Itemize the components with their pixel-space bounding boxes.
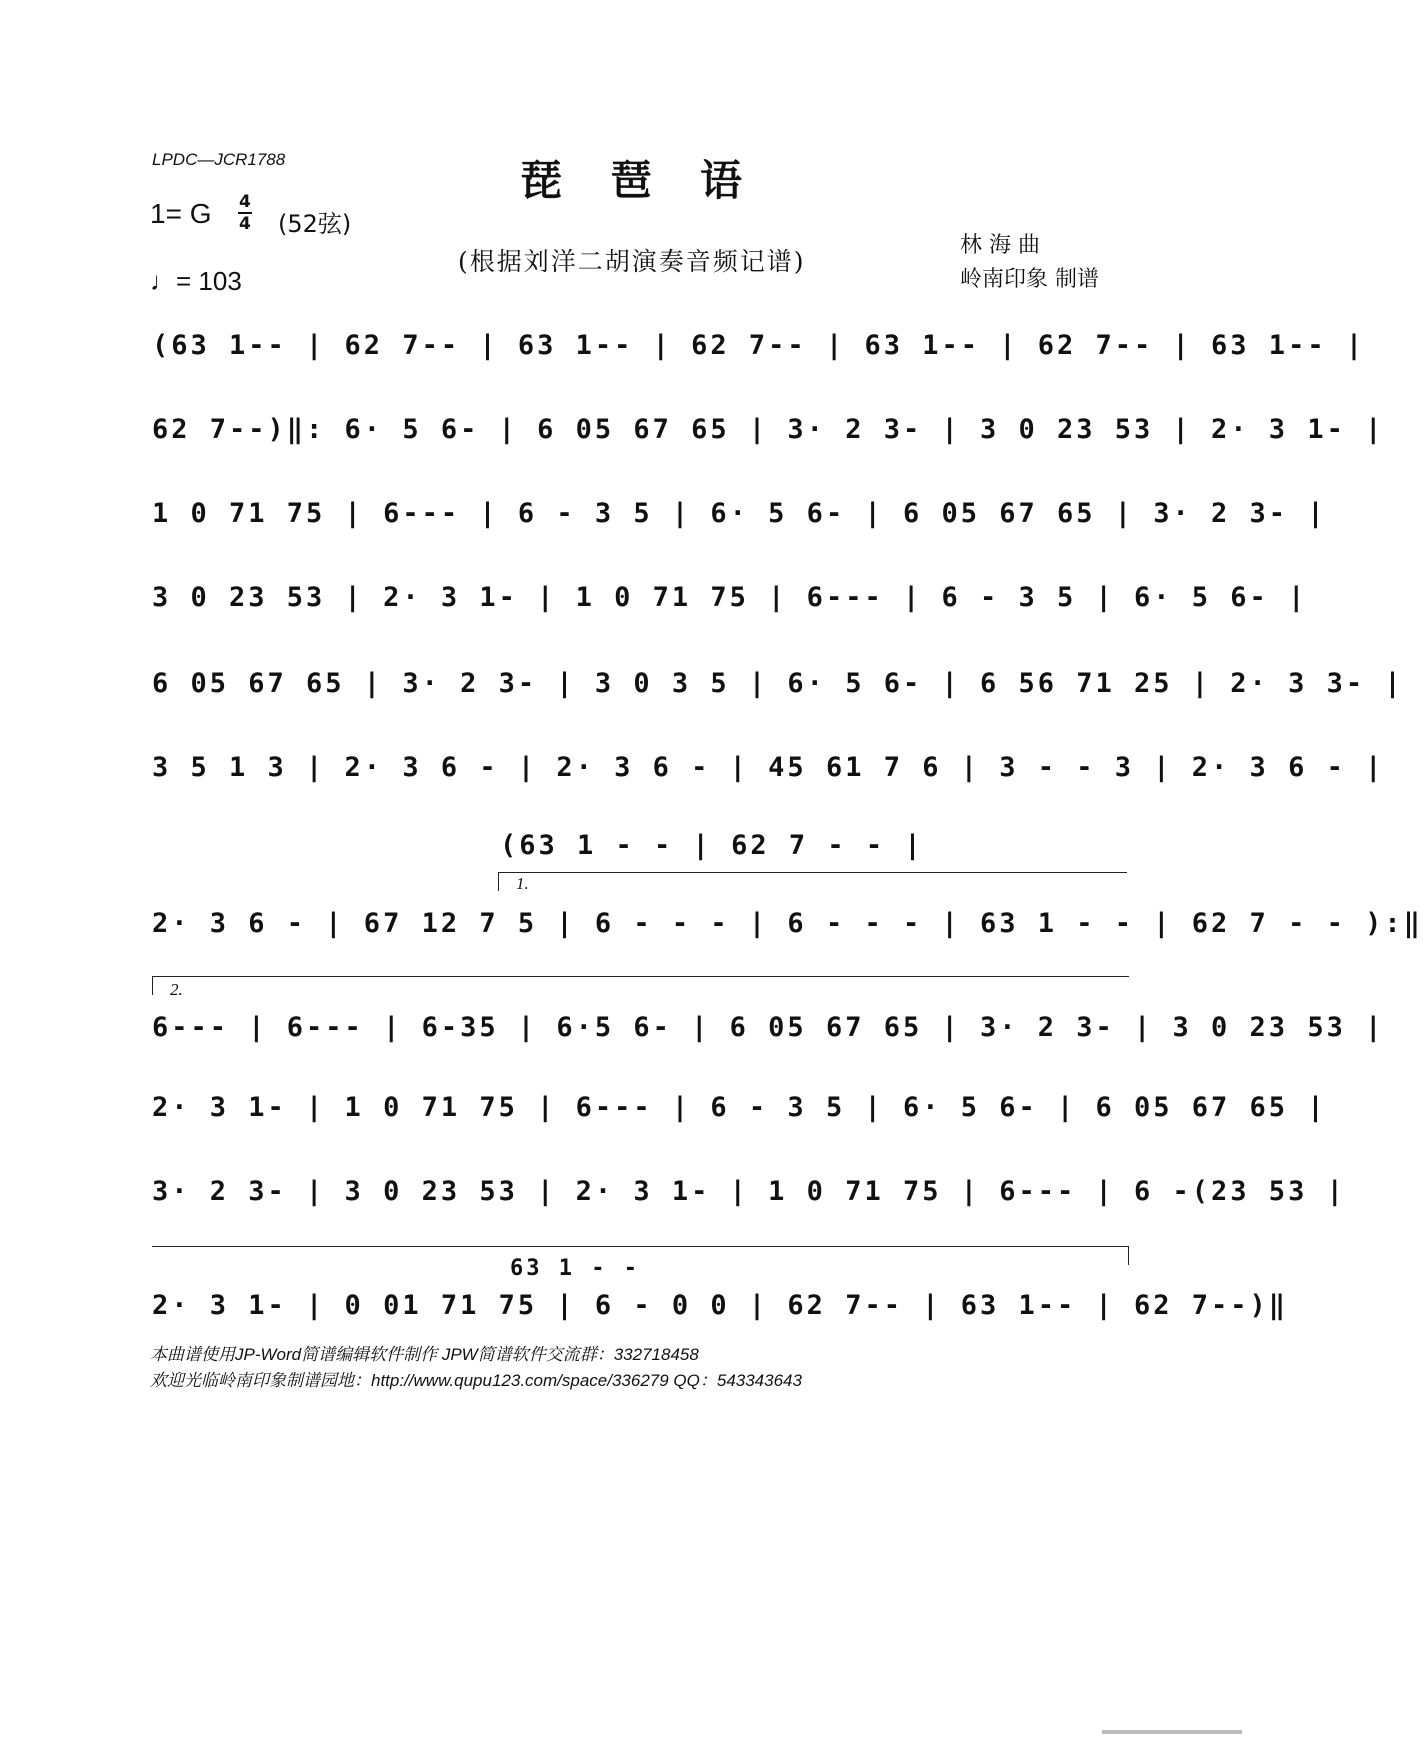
score-line-8: 6--- | 6--- | 6-35 | 6·5 6- | 6 05 67 65 | 3· 2 3- | 3 0 23 53 | — [152, 1012, 1385, 1043]
score-code: LPDC—JCR1788 — [152, 150, 286, 169]
score-line-1: (63 1-- | 62 7-- | 63 1-- | 62 7-- | 63 1-- | 62 7-- | 63 1-- | — [152, 330, 1366, 361]
key-signature: 1= G — [150, 198, 212, 229]
score-line-10: 3· 2 3- | 3 0 23 53 | 2· 3 1- | 1 0 71 75 | 6--- | 6 -(23 53 | — [152, 1176, 1346, 1207]
score-line-9: 2· 3 1- | 1 0 71 75 | 6--- | 6 - 3 5 | 6· 5 6- | 6 05 67 65 | — [152, 1092, 1327, 1123]
score-line-4: 3 0 23 53 | 2· 3 1- | 1 0 71 75 | 6--- | 6 - 3 5 | 6· 5 6- | — [152, 582, 1308, 613]
subtitle: (根据刘洋二胡演奏音频记谱) — [458, 247, 806, 276]
volta-bracket-2 — [152, 976, 1129, 995]
time-signature-denominator: 4 — [239, 214, 251, 234]
score-line-6: 3 5 1 3 | 2· 3 6 - | 2· 3 6 - | 45 61 7 6 | 3 - - 3 | 2· 3 6 - | — [152, 752, 1385, 783]
score-line-2: 62 7--)‖: 6· 5 6- | 6 05 67 65 | 3· 2 3- | 3 0 23 53 | 2· 3 1- | — [152, 414, 1385, 445]
tempo-marking: ♩= 103 — [150, 266, 242, 296]
volta-label-2: 2. — [170, 980, 183, 999]
score-line-7: 2· 3 6 - | 67 12 7 5 | 6 - - - | 6 - - - | 63 1 - - | 62 7 - - ):‖ — [152, 908, 1423, 939]
footer-site-note: 欢迎光临岭南印象制谱园地：http://www.qupu123.com/space/336279 QQ：543343643 — [150, 1371, 802, 1390]
composer-credit: 林 海 曲 — [960, 233, 1040, 258]
tuning-note: (52弦) — [278, 210, 352, 238]
volta-bracket-1 — [498, 872, 1127, 891]
page-title: 琵琶语 — [520, 156, 791, 205]
time-signature — [238, 192, 252, 234]
score-line-3: 1 0 71 75 | 6--- | 6 - 3 5 | 6· 5 6- | 6 05 67 65 | 3· 2 3- | — [152, 498, 1327, 529]
time-signature-numerator: 4 — [239, 192, 251, 212]
score-line-11: 2· 3 1- | 0 01 71 75 | 6 - 0 0 | 62 7-- | 63 1-- | 62 7--)‖ — [152, 1290, 1289, 1321]
score-line-11a-chord: 63 1 - - — [510, 1256, 640, 1281]
footer-software-note: 本曲谱使用JP-Word简谱编辑软件制作 JPW简谱软件交流群：332718458 — [150, 1345, 699, 1364]
score-line-5: 6 05 67 65 | 3· 2 3- | 3 0 3 5 | 6· 5 6- | 6 56 71 25 | 2· 3 3- | — [152, 668, 1404, 699]
scan-artifact — [1102, 1730, 1242, 1734]
arranger-credit: 岭南印象 制谱 — [960, 267, 1099, 292]
final-bracket — [152, 1246, 1129, 1265]
volta-label-1: 1. — [516, 874, 529, 893]
score-line-6b-intro-repeat: (63 1 - - | 62 7 - - | — [500, 830, 924, 861]
